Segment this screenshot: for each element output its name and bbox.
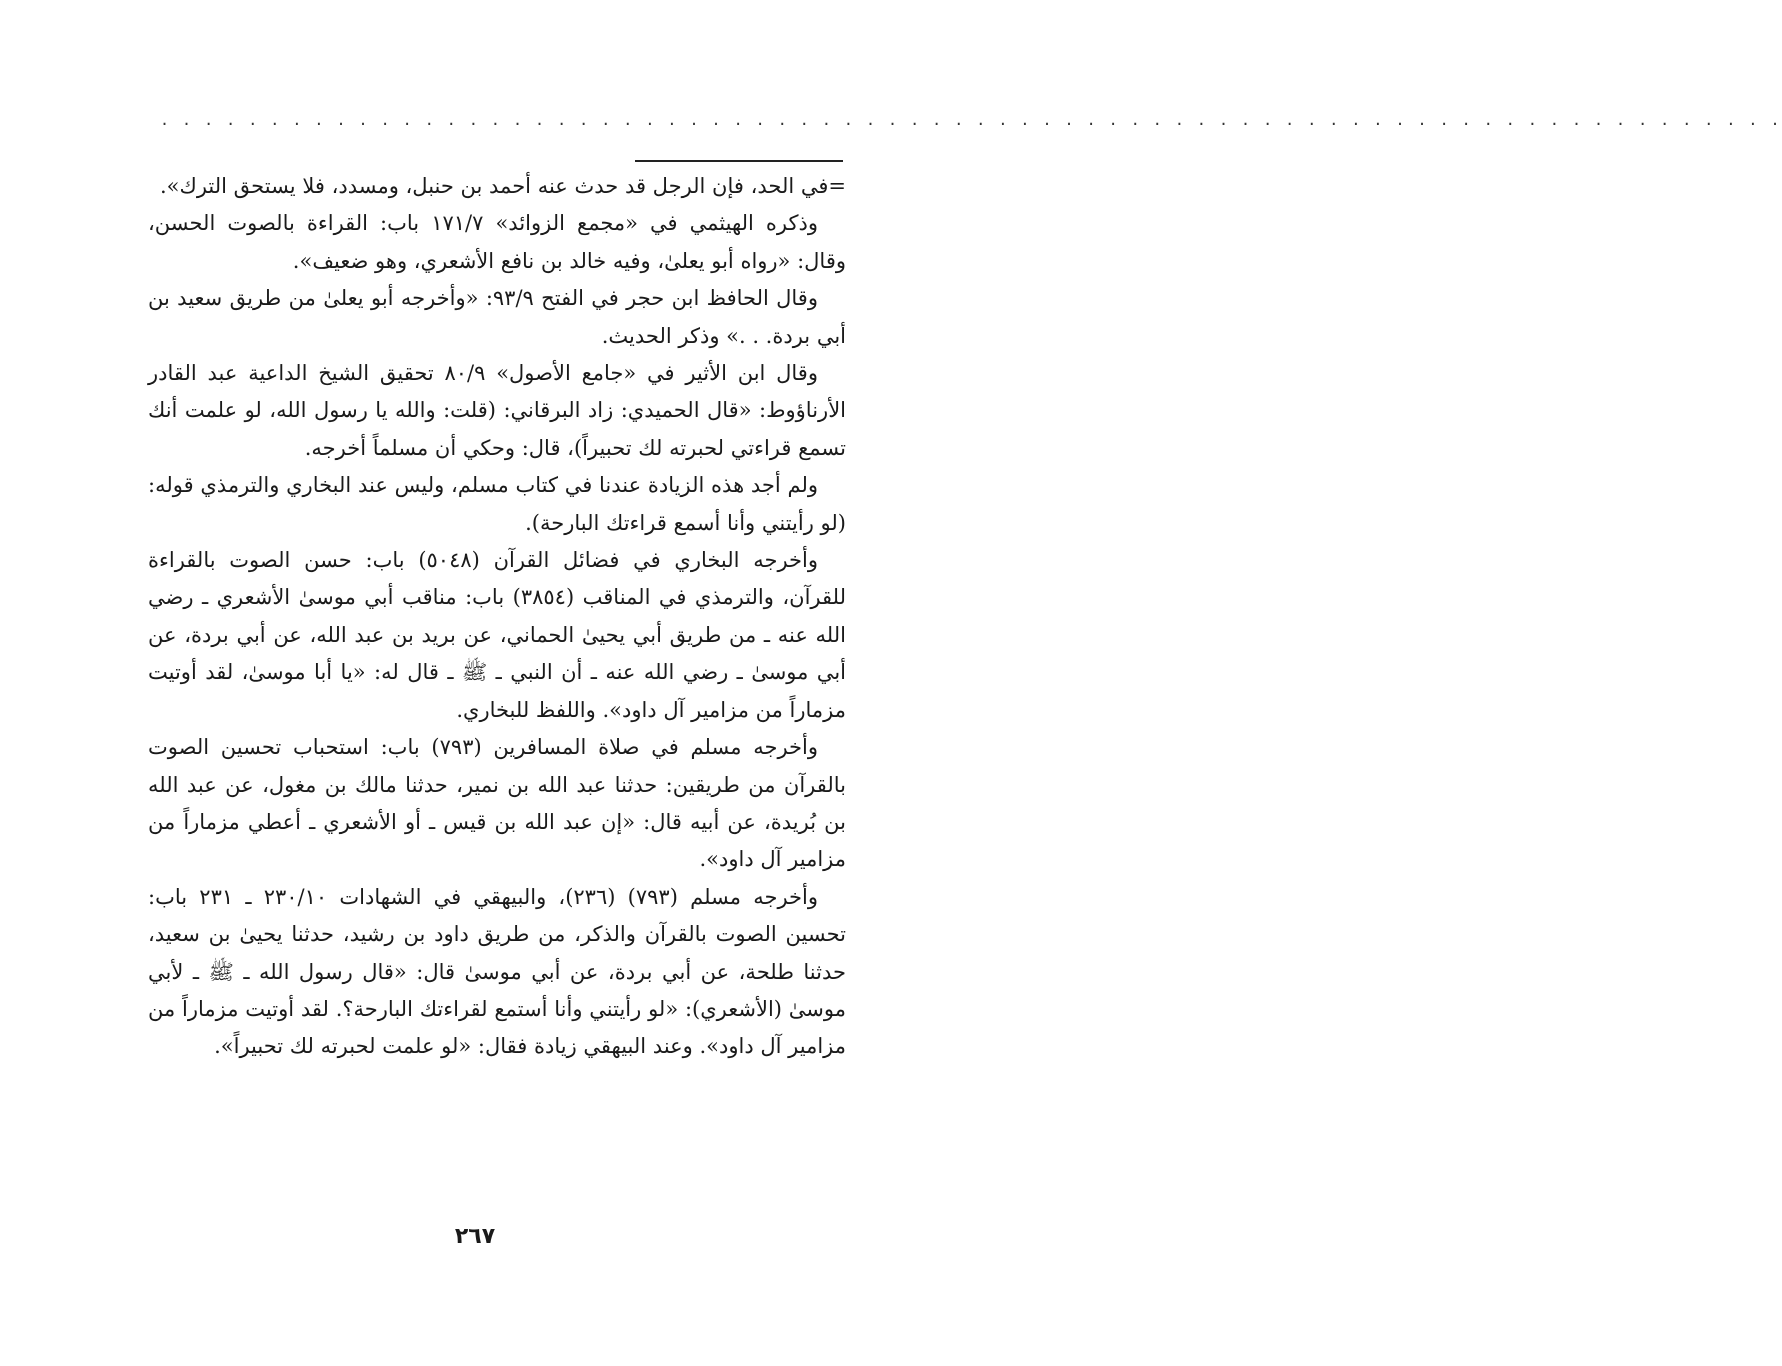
paragraph-ibn-al-athir: وقال ابن الأثير في «جامع الأصول» ٨٠/٩ تحقيق الشيخ الداعية عبد القادر الأرناؤوط: «قال الحميدي: زاد البرقاني: (قلت: والله يا رسول الله، لو علمت أنك تسمع قراءتي لحبرته لك تحبيراً)، قال: وحكي أن مسلماً أخرجه. (148, 361, 846, 460)
footnote-text-block (148, 168, 846, 1066)
footnote-separator-rule (635, 160, 843, 162)
paragraph-muslim: وأخرجه مسلم في صلاة المسافرين (٧٩٣) باب: استحباب تحسين الصوت بالقرآن من طريقين: حدثنا عبد الله بن نمير، حدثنا مالك بن مغول، عن عبد الله بن بُريدة، عن أبيه قال: «إن عبد الله بن قيس ـ أو الأشعري ـ أعطي مزماراً من مزامير آل داود». (148, 735, 846, 872)
paragraph-muslim-bayhaqi: وأخرجه مسلم (٧٩٣) (٢٣٦)، والبيهقي في الشهادات ٢٣٠/١٠ ـ ٢٣١ باب: تحسين الصوت بالقرآن والذكر، من طريق داود بن رشيد، حدثنا يحيىٰ بن سعيد، حدثنا طلحة، عن أبي بردة، عن أبي موسىٰ قال: «قال رسول الله ـ ﷺ ـ لأبي موسىٰ (الأشعري): «لو رأيتني وأنا أستمع لقراءتك البارحة؟. لقد أوتيت مزماراً من مزامير آل داود». وعند البيهقي زيادة فقال: «لو علمت لحبرته لك تحبيراً». (148, 884, 846, 1059)
paragraph-continuation: =في الحد، فإن الرجل قد حدث عنه أحمد بن حنبل، ومسدد، فلا يستحق الترك». (160, 174, 846, 198)
paragraph-haythami: وذكره الهيثمي في «مجمع الزوائد» ١٧١/٧ باب: القراءة بالصوت الحسن، وقال: «رواه أبو يعلىٰ، وفيه خالد بن نافع الأشعري، وهو ضعيف». (148, 211, 846, 273)
paragraph-bukhari: وأخرجه البخاري في فضائل القرآن (٥٠٤٨) باب: حسن الصوت بالقراءة للقرآن، والترمذي في المناقب (٣٨٥٤) باب: مناقب أبي موسىٰ الأشعري ـ رضي الله عنه ـ من طريق أبي يحيىٰ الحماني، عن بريد بن عبد الله، عن أبي بردة، عن أبي موسىٰ ـ رضي الله عنه ـ أن النبي ـ ﷺ ـ قال له: «يا أبا موسىٰ، لقد أوتيت مزماراً من مزامير آل داود». واللفظ للبخاري. (148, 548, 846, 722)
decorative-dotted-line: . . . . . . . . . . . . . . . . . . . . . . . . . . . . . . . . . . . . . . . . . . . . . . . . . . . . . . . . . . . . . . . . . . . . . . . . . . (160, 111, 1782, 129)
page-number: ٢٦٧ (454, 1224, 496, 1249)
paragraph-ibn-hajar: وقال الحافظ ابن حجر في الفتح ٩٣/٩: «وأخرجه أبو يعلىٰ من طريق سعيد بن أبي بردة. . .» وذكر الحديث. (148, 286, 846, 348)
paragraph-not-found: ولم أجد هذه الزيادة عندنا في كتاب مسلم، وليس عند البخاري والترمذي قوله: (لو رأيتني وأنا أسمع قراءتك البارحة). (148, 473, 846, 535)
